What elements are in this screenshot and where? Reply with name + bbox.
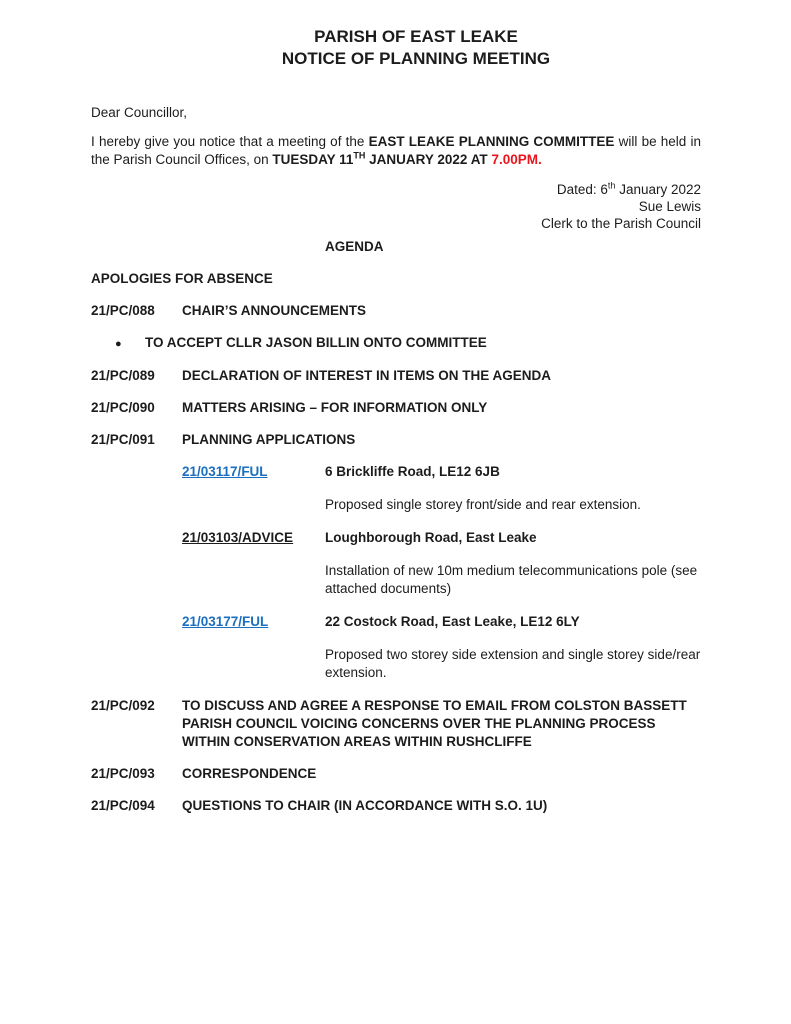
meeting-notice-paragraph xyxy=(91,133,701,169)
agenda-item-title: CORRESPONDENCE xyxy=(182,766,317,781)
application-ref: 21/03103/ADVICE xyxy=(182,530,294,545)
agenda-item-ref: 21/PC/091 xyxy=(91,432,155,447)
committee-name: EAST LEAKE PLANNING COMMITTEE xyxy=(368,134,615,149)
agenda-item-ref: 21/PC/088 xyxy=(91,303,155,318)
application-address: 6 Brickliffe Road, LE12 6JB xyxy=(325,464,500,479)
application-link[interactable]: 21/03177/FUL xyxy=(182,614,269,629)
agenda-item-ref: 21/PC/093 xyxy=(91,766,155,781)
signatory-role: Clerk to the Parish Council xyxy=(541,216,701,231)
agenda-item-title: DECLARATION OF INTEREST IN ITEMS ON THE AGENDA xyxy=(182,368,552,383)
agenda-item-093 xyxy=(91,765,701,783)
application-description: Proposed single storey front/side and rear extension. xyxy=(325,497,641,512)
application-row xyxy=(182,613,701,631)
application-link[interactable]: 21/03117/FUL xyxy=(182,464,268,479)
agenda-item-092 xyxy=(91,697,701,751)
agenda-item-title: TO DISCUSS AND AGREE A RESPONSE TO EMAIL FROM COLSTON BASSETT PARISH COUNCIL VOICING CONCERNS OVER THE PLANNING PROCESS WITHIN CONSERVATION AREAS WITHIN RUSHCLIFFE xyxy=(182,698,687,749)
dated-ordinal-suffix: th xyxy=(607,180,616,191)
application-address: 22 Costock Road, East Leake, LE12 6LY xyxy=(325,614,580,629)
signature-block xyxy=(91,181,701,232)
apologies-heading: APOLOGIES FOR ABSENCE xyxy=(91,271,273,286)
planning-applications-list xyxy=(182,463,701,682)
agenda-item-title: QUESTIONS TO CHAIR (IN ACCORDANCE WITH S.O. 1U) xyxy=(182,798,548,813)
agenda-heading: AGENDA xyxy=(325,239,384,254)
meeting-time: 7.00PM. xyxy=(491,152,542,167)
agenda-item-ref: 21/PC/089 xyxy=(91,368,155,383)
notice-text-mid: will be held in the Parish Council Offices, on xyxy=(91,134,702,167)
agenda-item-title: PLANNING APPLICATIONS xyxy=(182,432,356,447)
meeting-date: TUESDAY 11TH JANUARY 2022 AT xyxy=(272,150,492,167)
bullet-text: TO ACCEPT CLLR JASON BILLIN ONTO COMMITTEE xyxy=(145,335,487,350)
agenda-item-091 xyxy=(91,431,701,449)
agenda-item-089 xyxy=(91,367,701,385)
application-description: Proposed two storey side extension and single storey side/rear extension. xyxy=(325,647,701,680)
document-title-line1: PARISH OF EAST LEAKE xyxy=(314,27,518,46)
date-ordinal-suffix: TH xyxy=(353,150,366,161)
agenda-item-title: CHAIR’S ANNOUNCEMENTS xyxy=(182,303,367,318)
application-row xyxy=(182,529,701,547)
agenda-item-title: MATTERS ARISING – FOR INFORMATION ONLY xyxy=(182,400,488,415)
agenda-item-ref: 21/PC/090 xyxy=(91,400,155,415)
dated-line: Dated: 6th January 2022 xyxy=(556,180,701,197)
salutation: Dear Councillor, xyxy=(91,105,188,120)
application-row xyxy=(182,463,701,481)
notice-text-pre: I hereby give you notice that a meeting of the xyxy=(91,134,369,149)
agenda-item-094 xyxy=(91,797,701,815)
agenda-item-090 xyxy=(91,399,701,417)
signatory-name: Sue Lewis xyxy=(638,199,701,214)
application-address: Loughborough Road, East Leake xyxy=(325,530,537,545)
agenda-item-ref: 21/PC/094 xyxy=(91,798,155,813)
bullet-icon: ● xyxy=(115,338,122,350)
chair-announcement-bullet xyxy=(115,334,701,353)
agenda-item-088 xyxy=(91,302,701,320)
agenda-item-ref: 21/PC/092 xyxy=(91,698,155,713)
document-title xyxy=(131,26,701,70)
document-title-line2: NOTICE OF PLANNING MEETING xyxy=(281,49,551,68)
application-description: Installation of new 10m medium telecommunications pole (see attached documents) xyxy=(325,563,698,596)
